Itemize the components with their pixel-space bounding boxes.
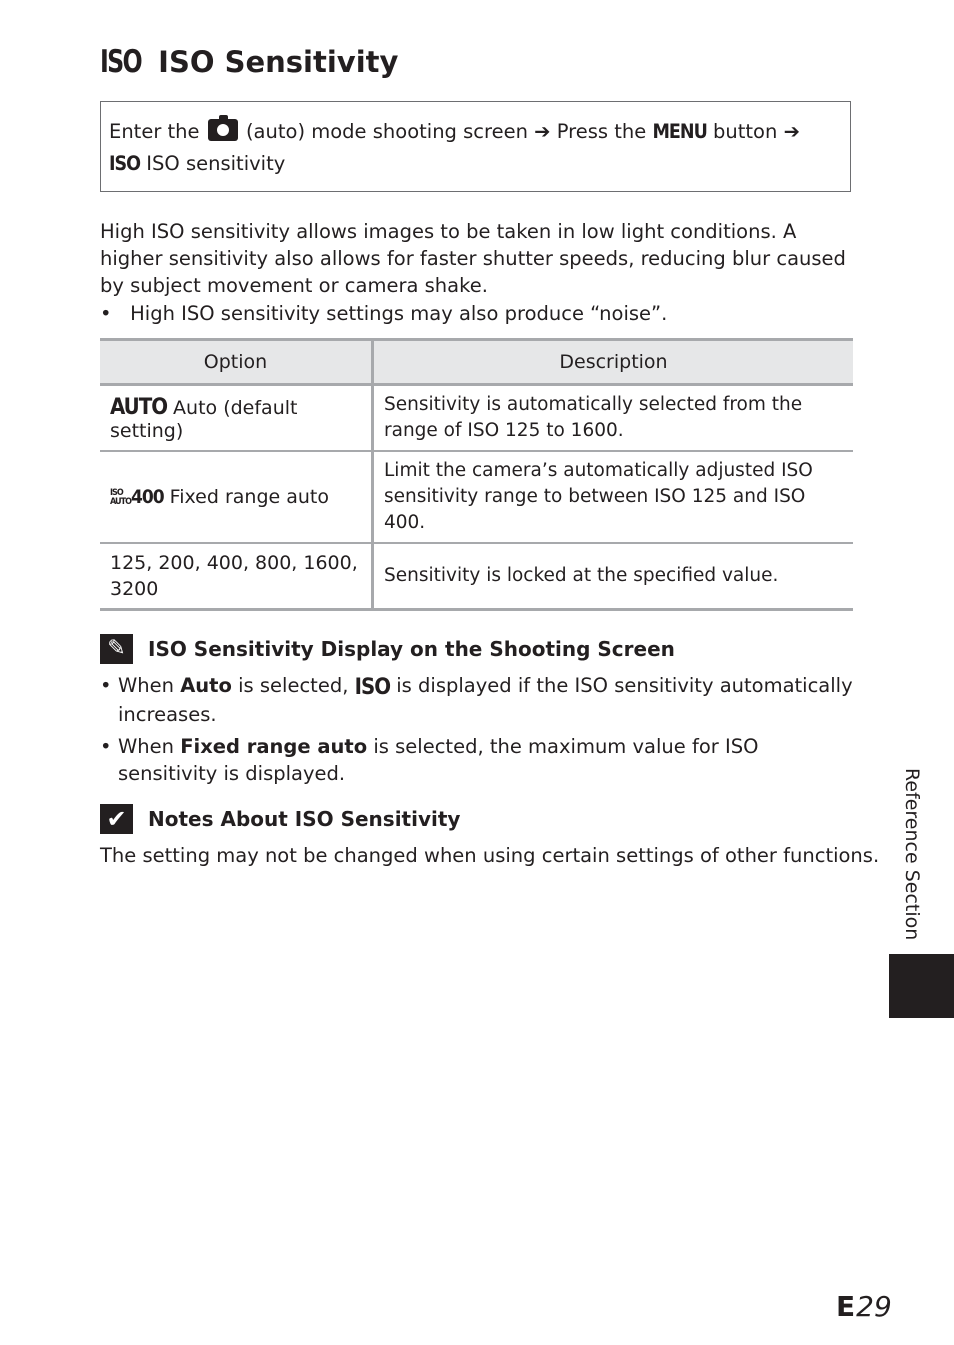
- column-header-option: Option: [100, 340, 373, 385]
- table-row: [100, 451, 853, 543]
- nav-text: (auto) mode shooting screen: [245, 120, 528, 143]
- note-heading-text: ISO Sensitivity Display on the Shooting Screen: [148, 637, 675, 661]
- section-tab-marker: [889, 954, 954, 1018]
- note-heading-display: [100, 634, 675, 664]
- option-cell: [100, 451, 373, 543]
- nav-text: Press the: [556, 120, 647, 143]
- page-title-text: ISO Sensitivity: [158, 45, 399, 79]
- nav-text: Enter the: [109, 120, 200, 143]
- note-text: is selected,: [238, 674, 349, 697]
- note-list: [100, 672, 860, 792]
- page-number: [836, 1290, 892, 1323]
- note-heading-text: Notes About ISO Sensitivity: [148, 807, 461, 831]
- fixed-range-value-icon: 400: [130, 486, 164, 508]
- table-row: [100, 385, 853, 452]
- camera-icon: [208, 119, 238, 141]
- option-label: Fixed range auto: [169, 486, 329, 508]
- auto-iso-icon: AUTO: [110, 394, 168, 420]
- note-heading-cautions: [100, 804, 460, 834]
- option-cell: [100, 385, 373, 452]
- table-header-row: [100, 340, 853, 385]
- section-side-label: Reference Section: [901, 768, 923, 941]
- arrow-right-icon: ➔: [783, 120, 800, 143]
- note-text: is displayed if the ISO sensitivity automatically increases.: [118, 674, 853, 726]
- iso-icon: ISO: [354, 675, 391, 700]
- note-text: is selected, the maximum value for ISO sensitivity is displayed.: [118, 735, 759, 785]
- intro-paragraph: High ISO sensitivity allows images to be taken in low light conditions. A higher sensitivity also allows for faster shutter speeds, reducing blur caused by subject movement or camera shake.: [100, 220, 846, 297]
- list-item: [100, 672, 860, 728]
- nav-text: button: [713, 120, 778, 143]
- description-cell: Limit the camera’s automatically adjusted ISO sensitivity range to between ISO 125 and ISO 400.: [373, 451, 854, 543]
- menu-button-label: MENU: [652, 120, 707, 143]
- description-cell: Sensitivity is locked at the specified value.: [373, 543, 854, 610]
- note-paragraph: The setting may not be changed when using certain settings of other functions.: [100, 844, 880, 867]
- option-cell: 125, 200, 400, 800, 1600, 3200: [100, 543, 373, 610]
- options-table: [100, 338, 853, 611]
- navigation-path-box: [100, 101, 851, 192]
- list-item: [100, 733, 860, 787]
- intro-bullet-text: High ISO sensitivity settings may also produce “noise”.: [130, 302, 668, 325]
- nav-text: ISO sensitivity: [146, 152, 286, 175]
- pencil-icon: ✎: [100, 634, 133, 664]
- arrow-right-icon: ➔: [534, 120, 551, 143]
- page-number-value: 29: [856, 1290, 892, 1323]
- note-bold: Auto: [180, 674, 232, 697]
- fixed-range-auto-icon: [110, 489, 131, 507]
- column-header-description: Description: [373, 340, 854, 385]
- intro-bullet: • High ISO sensitivity settings may also produce “noise”.: [100, 302, 668, 325]
- check-icon: ✔: [100, 804, 133, 834]
- note-text: When: [118, 735, 174, 758]
- iso-icon: ISO: [100, 44, 141, 80]
- icon-text: AUTO: [110, 496, 131, 507]
- note-bold: Fixed range auto: [180, 735, 368, 758]
- description-cell: Sensitivity is automatically selected from the range of ISO 125 to 1600.: [373, 385, 854, 452]
- iso-icon: ISO: [109, 152, 141, 175]
- note-text: When: [118, 674, 174, 697]
- table-row: [100, 543, 853, 610]
- reference-e-icon: E: [836, 1290, 856, 1323]
- page-title: [100, 44, 398, 80]
- option-label: Auto (default setting): [110, 396, 298, 442]
- icon-text: ISO: [110, 487, 123, 498]
